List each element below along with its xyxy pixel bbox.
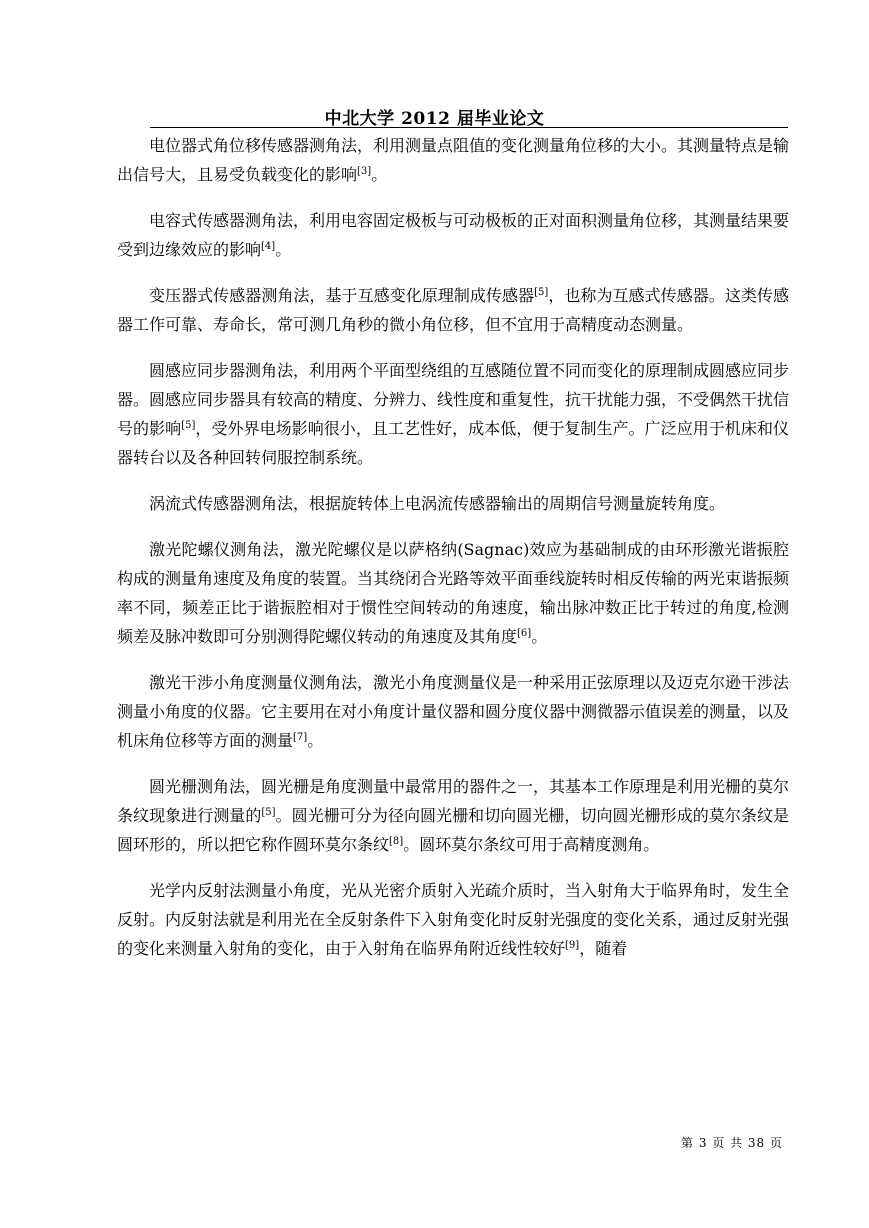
citation-ref: [5] <box>534 287 549 298</box>
paragraph-capacitive: 电容式传感器测角法，利用电容固定极板与可动极板的正对面积测量角位移，其测量结果要受到边缘效应的影响[4]。 <box>117 211 790 259</box>
citation-ref: [6] <box>517 628 532 639</box>
citation-ref: [7] <box>293 732 308 743</box>
header-divider <box>150 127 788 128</box>
citation-ref: [8] <box>389 836 404 847</box>
paragraph-laser-gyro: 激光陀螺仪测角法，激光陀螺仪是以萨格纳(Sagnac)效应为基础制成的由环形激光谐振腔构成的测量角速度及角度的装置。当其绕闭合光路等效平面垂线旋转时相反传输的两光束谐振频率不同，频差正比于谐振腔相对于惯性空间转动的角速度，输出脉冲数正比于转过的角度,检测频差及脉冲数即可分别测得陀螺仪转动的角速度及其角度[6]。 <box>117 540 790 646</box>
citation-ref: [9] <box>565 940 580 951</box>
body-text <box>117 131 789 980</box>
citation-ref: [3] <box>357 166 372 177</box>
paragraph-internal-reflection: 光学内反射法测量小角度，光从光密介质射入光疏介质时，当入射角大于临界角时，发生全反射。内反射法就是利用光在全反射条件下入射角变化时反射光强度的变化关系，通过反射光强的变化来测量入射角的变化，由于入射角在临界角附近线性较好[9]，随着 <box>117 881 790 958</box>
paragraph-transformer: 变压器式传感器测角法，基于互感变化原理制成传感器[5]，也称为互感式传感器。这类传感器工作可靠、寿命长，常可测几角秒的微小角位移，但不宜用于高精度动态测量。 <box>117 286 789 334</box>
paragraph-laser-interferometer: 激光干涉小角度测量仪测角法，激光小角度测量仪是一种采用正弦原理以及迈克尔逊干涉法测量小角度的仪器。它主要用在对小角度计量仪器和圆分度仪器中测微器示值误差的测量，以及机床角位移等方面的测量[7]。 <box>117 673 790 750</box>
paragraph-circular-grating: 圆光栅测角法，圆光栅是角度测量中最常用的器件之一，其基本工作原理是利用光栅的莫尔条纹现象进行测量的[5]。圆光栅可分为径向圆光栅和切向圆光栅，切向圆光栅形成的莫尔条纹是圆环形的，所以把它称作圆环莫尔条纹[8]。圆环莫尔条纹可用于高精度测角。 <box>117 777 790 854</box>
citation-ref: [5] <box>181 420 196 431</box>
citation-ref: [5] <box>261 807 276 818</box>
paragraph-eddy-current: 涡流式传感器测角法，根据旋转体上电涡流传感器输出的周期信号测量旋转角度。 <box>149 494 726 513</box>
citation-ref: [4] <box>261 241 276 252</box>
paragraph-potentiometer: 电位器式角位移传感器测角法，利用测量点阻值的变化测量角位移的大小。其测量特点是输出信号大，且易受负载变化的影响[3]。 <box>117 136 790 184</box>
page-header-title: 中北大学 2012 届毕业论文 <box>324 109 545 129</box>
paragraph-inductosyn: 圆感应同步器测角法，利用两个平面型绕组的互感随位置不同而变化的原理制成圆感应同步器。圆感应同步器具有较高的精度、分辨力、线性度和重复性，抗干扰能力强，不受偶然干扰信号的影响[5]，受外界电场影响很小，且工艺性好，成本低，便于复制生产。广泛应用于机床和仪器转台以及各种回转伺服控制系统。 <box>117 361 790 467</box>
page-number: 第 3 页 共 38 页 <box>681 1136 783 1150</box>
